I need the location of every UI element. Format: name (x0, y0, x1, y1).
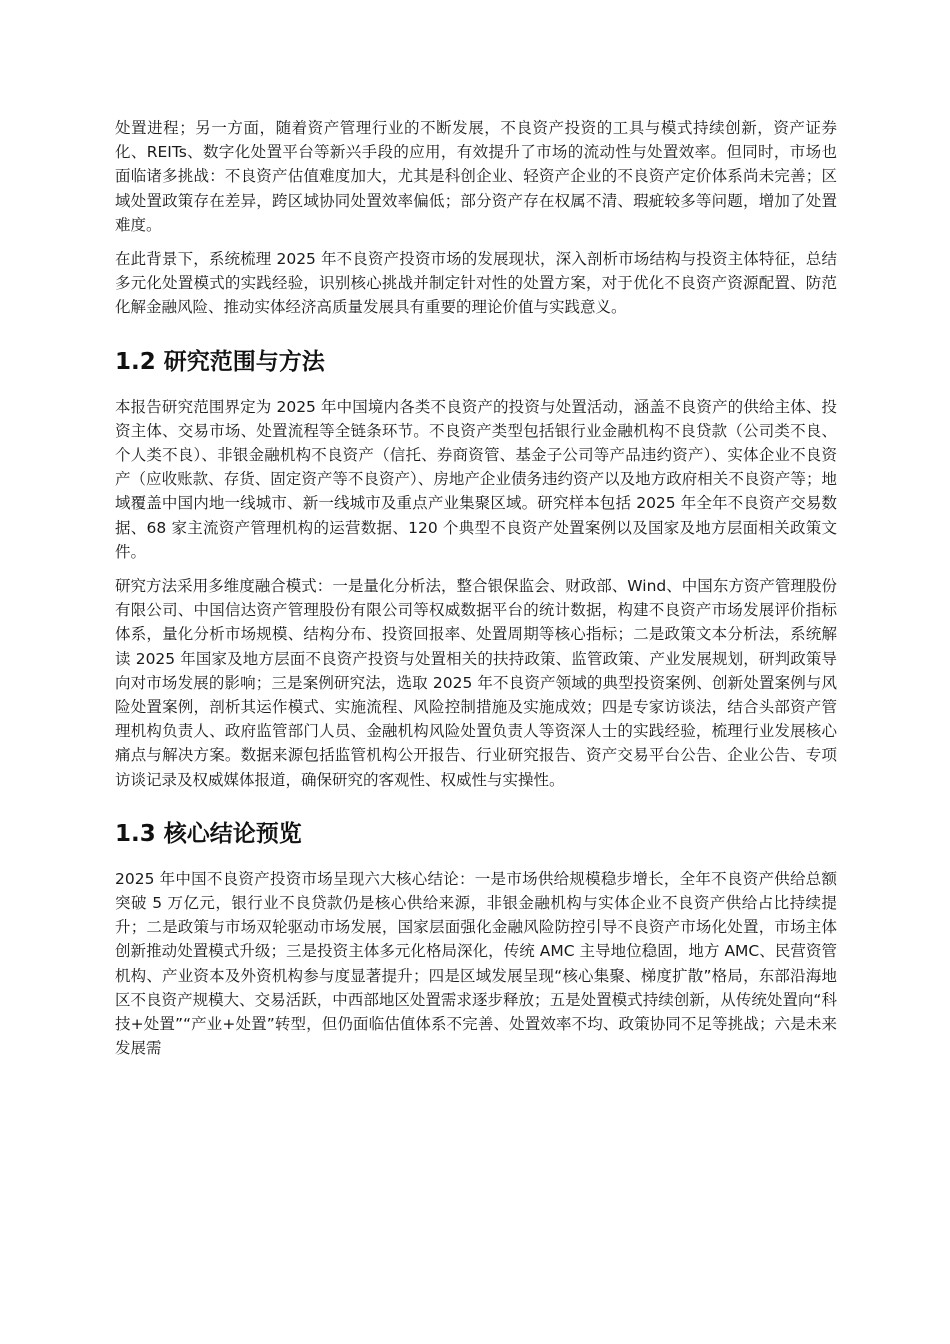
body-paragraph: 本报告研究范围界定为 2025 年中国境内各类不良资产的投资与处置活动，涵盖不良资产的供给主体、投资主体、交易市场、处置流程等全链条环节。不良资产类型包括银行业金融机构不良贷款（公司类不良、个人类不良）、非银金融机构不良资产（信托、券商资管、基金子公司等产品违约资产）、实体企业不良资产（应收账款、存货、固定资产等不良资产）、房地产企业债务违约资产以及地方政府相关不良资产等；地域覆盖中国内地一线城市、新一线城市及重点产业集聚区域。研究样本包括 2025 年全年不良资产交易数据、68 家主流资产管理机构的运营数据、120 个典型不良资产处置案例以及国家及地方层面相关政策文件。 (115, 397, 837, 561)
body-paragraph: 在此背景下，系统梳理 2025 年不良资产投资市场的发展现状，深入剖析市场结构与投资主体特征，总结多元化处置模式的实践经验，识别核心挑战并制定针对性的处置方案，对于优化不良资产资源配置、防范化解金融风险、推动实体经济高质量发展具有重要的理论价值与实践意义。 (115, 250, 837, 317)
body-paragraph: 处置进程；另一方面，随着资产管理行业的不断发展，不良资产投资的工具与模式持续创新，资产证券化、REITs、数字化处置平台等新兴手段的应用，有效提升了市场的流动性与处置效率。但同时，市场也面临诸多挑战：不良资产估值难度加大，尤其是科创企业、轻资产企业的不良资产定价体系尚未完善；区域处置政策存在差异，跨区域协同处置效率偏低；部分资产存在权属不清、瑕疵较多等问题，增加了处置难度。 (115, 119, 837, 234)
section-heading-1-3: 1.3 核心结论预览 (115, 820, 302, 847)
section-heading-1-2: 1.2 研究范围与方法 (115, 348, 325, 375)
body-paragraph: 研究方法采用多维度融合模式：一是量化分析法，整合银保监会、财政部、Wind、中国东方资产管理股份有限公司、中国信达资产管理股份有限公司等权威数据平台的统计数据，构建不良资产市场发展评价指标体系，量化分析市场规模、结构分布、投资回报率、处置周期等核心指标；二是政策文本分析法，系统解读 2025 年国家及地方层面不良资产投资与处置相关的扶持政策、监管政策、产业发展规划，研判政策导向对市场发展的影响；三是案例研究法，选取 2025 年不良资产领域的典型投资案例、创新处置案例与风险处置案例，剖析其运作模式、实施流程、风险控制措施及实施成效；四是专家访谈法，结合头部资产管理机构负责人、政府监管部门人员、金融机构风险处置负责人等资深人士的实践经验，梳理行业发展核心痛点与解决方案。数据来源包括监管机构公开报告、行业研究报告、资产交易平台公告、企业公告、专项访谈记录及权威媒体报道，确保研究的客观性、权威性与实操性。 (115, 577, 837, 789)
body-paragraph: 2025 年中国不良资产投资市场呈现六大核心结论：一是市场供给规模稳步增长，全年不良资产供给总额突破 5 万亿元，银行业不良贷款仍是核心供给来源，非银金融机构与实体企业不良资产供给占比持续提升；二是政策与市场双轮驱动市场发展，国家层面强化金融风险防控引导不良资产市场化处置，市场主体创新推动处置模式升级；三是投资主体多元化格局深化，传统 AMC 主导地位稳固，地方 AMC、民营资管机构、产业资本及外资机构参与度显著提升；四是区域发展呈现“核心集聚、梯度扩散”格局，东部沿海地区不良资产规模大、交易活跃，中西部地区处置需求逐步释放；五是处置模式持续创新，从传统处置向“科技+处置”“产业+处置”转型，但仍面临估值体系不完善、处置效率不均、政策协同不足等挑战；六是未来发展需 (115, 869, 837, 1058)
document-body (115, 116, 837, 1071)
